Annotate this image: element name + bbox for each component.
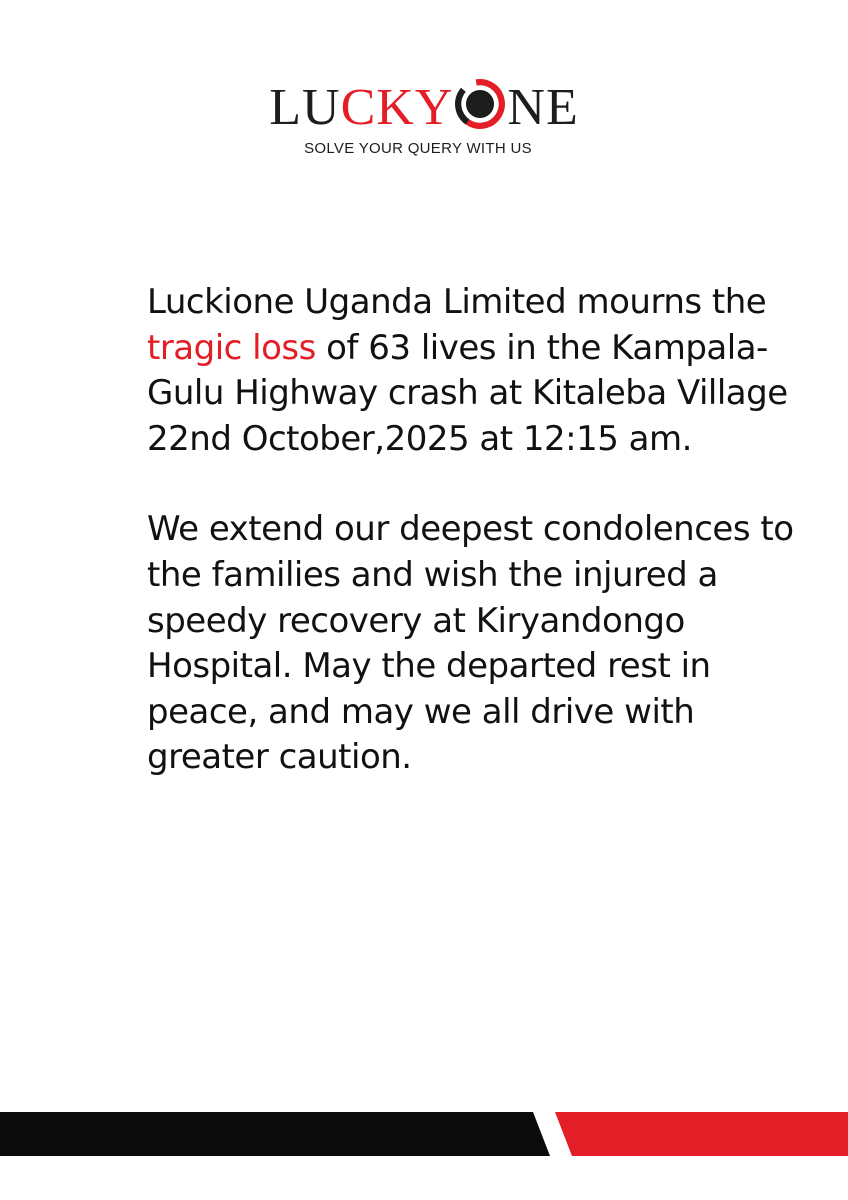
logo-wordmark bbox=[0, 78, 848, 138]
message-paragraph-1 bbox=[147, 280, 807, 462]
footer-red-bar bbox=[555, 1112, 848, 1156]
footer-black-bar bbox=[0, 1112, 550, 1156]
message-p1-text-end: of 63 lives in the Kampala-Gulu Highway crash at Kitaleba Village 22nd October,2025 at 12:15 am. bbox=[147, 327, 788, 459]
condolence-message bbox=[147, 280, 807, 781]
brand-logo bbox=[0, 78, 848, 157]
message-paragraph-2: We extend our deepest condolences to the families and wish the injured a speedy recovery at Kiryandongo Hospital. May the departed rest in peace, and may we all drive with greater caution. bbox=[147, 509, 794, 778]
logo-text-cky: CKY bbox=[340, 79, 454, 136]
logo-text-lu: LU bbox=[269, 79, 341, 136]
message-p1-text-start: Luckione Uganda Limited mourns the bbox=[147, 282, 767, 322]
message-highlight: tragic loss bbox=[147, 327, 316, 368]
logo-o-ring-icon bbox=[454, 78, 506, 130]
footer-decorative-bars bbox=[0, 1112, 848, 1156]
logo-tagline: SOLVE YOUR QUERY WITH US bbox=[304, 140, 532, 157]
logo-text-ne: NE bbox=[507, 79, 579, 136]
